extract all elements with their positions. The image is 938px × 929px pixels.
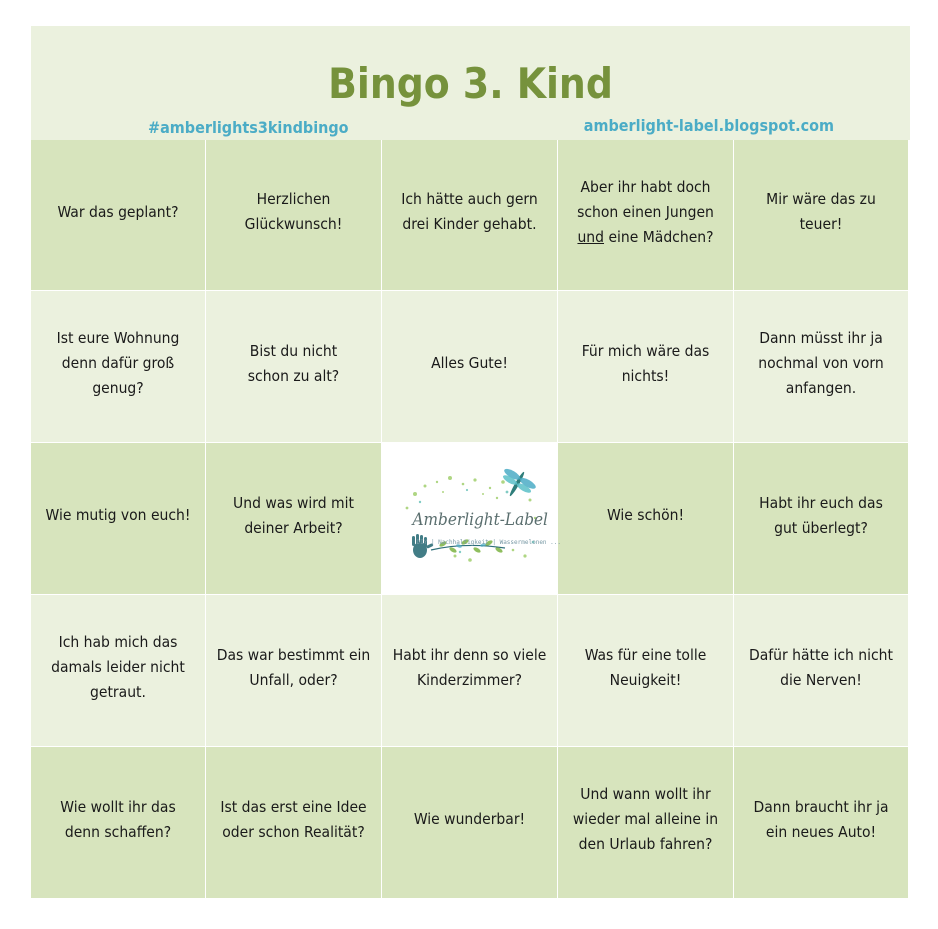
bingo-cell-text: Dann braucht ihr ja ein neues Auto! — [753, 797, 889, 841]
bingo-cell-line: schon einen Jungen — [577, 202, 714, 221]
bingo-cell-text: Habt ihr euch das gut überlegt? — [759, 493, 883, 537]
bingo-cell — [558, 140, 734, 291]
bingo-cell-text — [577, 175, 714, 250]
bingo-cell-text: Mir wäre das zu teuer! — [766, 190, 876, 233]
bingo-cell — [382, 291, 558, 443]
bingo-cell-line: Aber ihr habt doch — [580, 177, 711, 196]
bingo-cell — [206, 595, 382, 747]
bingo-cell-text: Herzlichen Glückwunsch! — [244, 190, 343, 233]
bingo-cell-text: Alles Gute! — [431, 354, 508, 372]
logo-text: Amberlight-Label — [412, 509, 548, 530]
bingo-cell — [382, 595, 558, 747]
bingo-cell — [31, 595, 206, 747]
bingo-cell-text: Was für eine tolle Neuigkeit! — [584, 645, 707, 689]
bingo-cell-text: Ich hab mich das damals leider nicht getraut. — [51, 633, 185, 701]
bingo-cell-text: Ich hätte auch gern drei Kinder gehabt. — [401, 190, 538, 233]
underlined-word: und — [577, 227, 605, 246]
bingo-cell-line: eine Mädchen? — [604, 227, 714, 246]
logo-cell — [382, 443, 561, 595]
bingo-cell — [558, 443, 734, 595]
bingo-cell-text: War das geplant? — [57, 202, 179, 221]
bingo-cell — [734, 443, 909, 595]
bingo-cell-text: Und was wird mit deiner Arbeit? — [233, 493, 354, 537]
dragonfly-icon — [494, 464, 539, 505]
page-title: Bingo 3. Kind — [328, 59, 613, 108]
bingo-cell-text: Und wann wollt ihr wieder mal alleine in den Urlaub fahren? — [572, 785, 719, 853]
bingo-header — [31, 26, 910, 140]
bingo-cell-text: Dann müsst ihr ja nochmal von vorn anfangen. — [758, 329, 884, 397]
bingo-cell — [206, 747, 382, 899]
bingo-grid — [31, 140, 911, 899]
bingo-cell — [206, 443, 382, 595]
bingo-cell — [558, 747, 734, 899]
bingo-cell — [734, 291, 909, 443]
bingo-cell-text: Dafür hätte ich nicht die Nerven! — [748, 645, 893, 689]
bingo-cell-text: Das war bestimmt ein Unfall, oder? — [216, 645, 371, 689]
bingo-cell-text: Bist du nicht schon zu alt? — [247, 341, 340, 385]
hashtag-label: #amberlights3kindbingo — [148, 118, 349, 137]
bingo-cell — [31, 443, 206, 595]
bingo-cell — [206, 140, 382, 291]
bingo-cell — [558, 595, 734, 747]
bingo-cell — [734, 747, 909, 899]
bingo-cell — [734, 595, 909, 747]
bingo-cell-text: Ist eure Wohnung denn dafür groß genug? — [56, 329, 180, 397]
blog-url: amberlight-label.blogspot.com — [583, 116, 834, 135]
bingo-cell — [31, 140, 206, 291]
bingo-cell — [382, 747, 558, 899]
bingo-cell-text: Wie wunderbar! — [413, 810, 526, 828]
bingo-cell-text: Wie schön! — [606, 506, 685, 524]
bingo-cell — [558, 291, 734, 443]
bingo-cell-text: Für mich wäre das nichts! — [581, 341, 710, 385]
bingo-cell — [31, 747, 206, 899]
bingo-cell — [206, 291, 382, 443]
logo-subtitle: DIY | Nachhaltigkeit | Wassermelonen ... — [416, 538, 561, 546]
bingo-cell-text: Habt ihr denn so viele Kinderzimmer? — [392, 645, 547, 689]
bingo-cell — [382, 140, 558, 291]
bingo-cell-text: Ist das erst eine Idee oder schon Realität? — [220, 797, 367, 841]
bingo-cell-text: Wie mutig von euch! — [45, 506, 191, 524]
bingo-cell — [31, 291, 206, 443]
amberlight-logo — [395, 464, 561, 574]
bingo-cell — [734, 140, 909, 291]
bingo-cell-text: Wie wollt ihr das denn schaffen? — [60, 797, 176, 841]
